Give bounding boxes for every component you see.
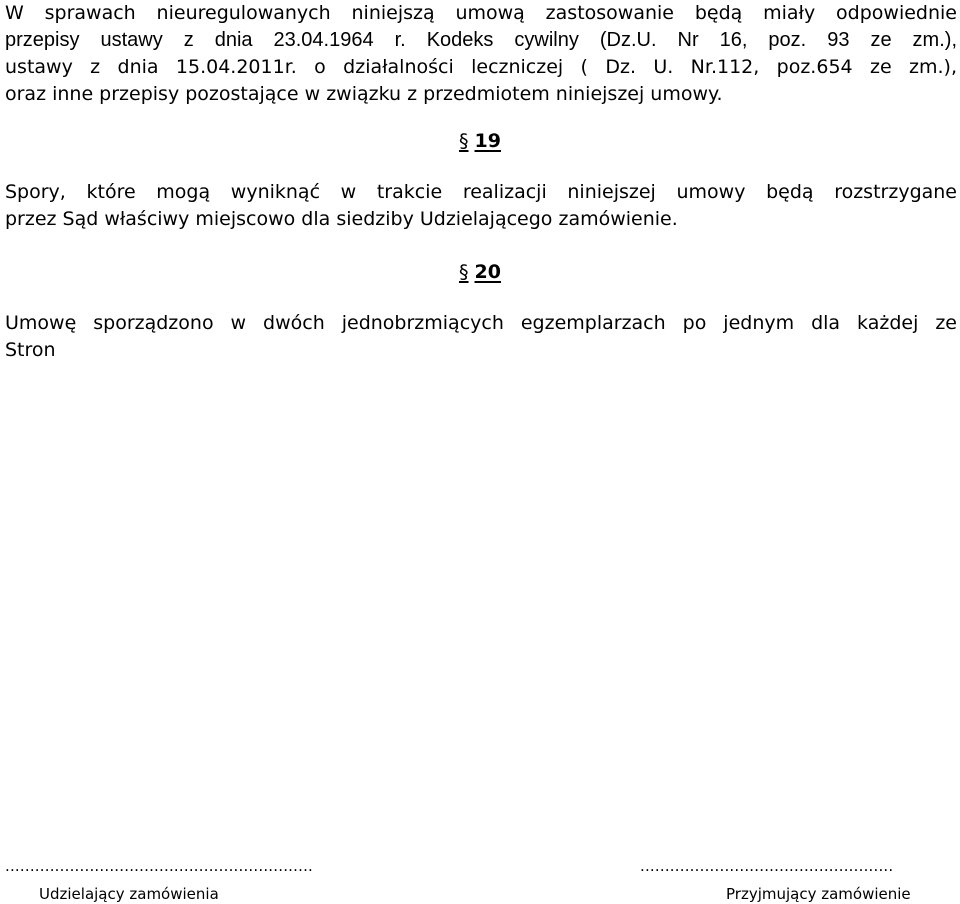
signature-contractor bbox=[640, 860, 955, 904]
section-number: 20 bbox=[474, 261, 501, 283]
paragraph-line: oraz inne przepisy pozostające w związku z przedmiotem niniejszej umowy. bbox=[5, 83, 723, 105]
paragraph-line: Stron bbox=[5, 339, 56, 361]
signature-ordering-party bbox=[5, 860, 365, 904]
paragraph-line: przez Sąd właściwy miejscowo dla siedziby Udzielającego zamówienie. bbox=[5, 208, 678, 230]
paragraph-line: ustawy z dnia 15.04.2011r. o działalności leczniczej ( Dz. U. Nr.112, poz.654 ze zm.), bbox=[5, 56, 957, 78]
section-heading-20 bbox=[0, 259, 960, 286]
section-number: 19 bbox=[474, 130, 501, 152]
paragraph-applicable-law bbox=[5, 0, 957, 108]
paragraph-line: Spory, które mogą wyniknąć w trakcie realizacji niniejszej umowy będą rozstrzygane bbox=[5, 181, 957, 203]
section-heading-19 bbox=[0, 128, 960, 155]
paragraph-line: W sprawach nieuregulowanych niniejszą umową zastosowanie będą miały odpowiednie bbox=[5, 2, 957, 24]
signature-label: Udzielający zamówienia bbox=[39, 885, 219, 903]
paragraph-disputes bbox=[5, 179, 957, 233]
signature-line: ................................................... bbox=[640, 860, 894, 874]
signature-line: .............................................................. bbox=[5, 860, 314, 874]
paragraph-line: Umowę sporządzono w dwóch jednobrzmiących egzemplarzach po jednym dla każdej ze bbox=[5, 312, 957, 334]
paragraph-copies bbox=[5, 310, 957, 364]
section-sign: § bbox=[459, 130, 469, 152]
section-sign: § bbox=[459, 261, 469, 283]
paragraph-line: przepisy ustawy z dnia 23.04.1964 r. Kodeks cywilny (Dz.U. Nr 16, poz. 93 ze zm.), bbox=[5, 29, 957, 51]
signature-label: Przyjmujący zamówienie bbox=[726, 885, 911, 903]
